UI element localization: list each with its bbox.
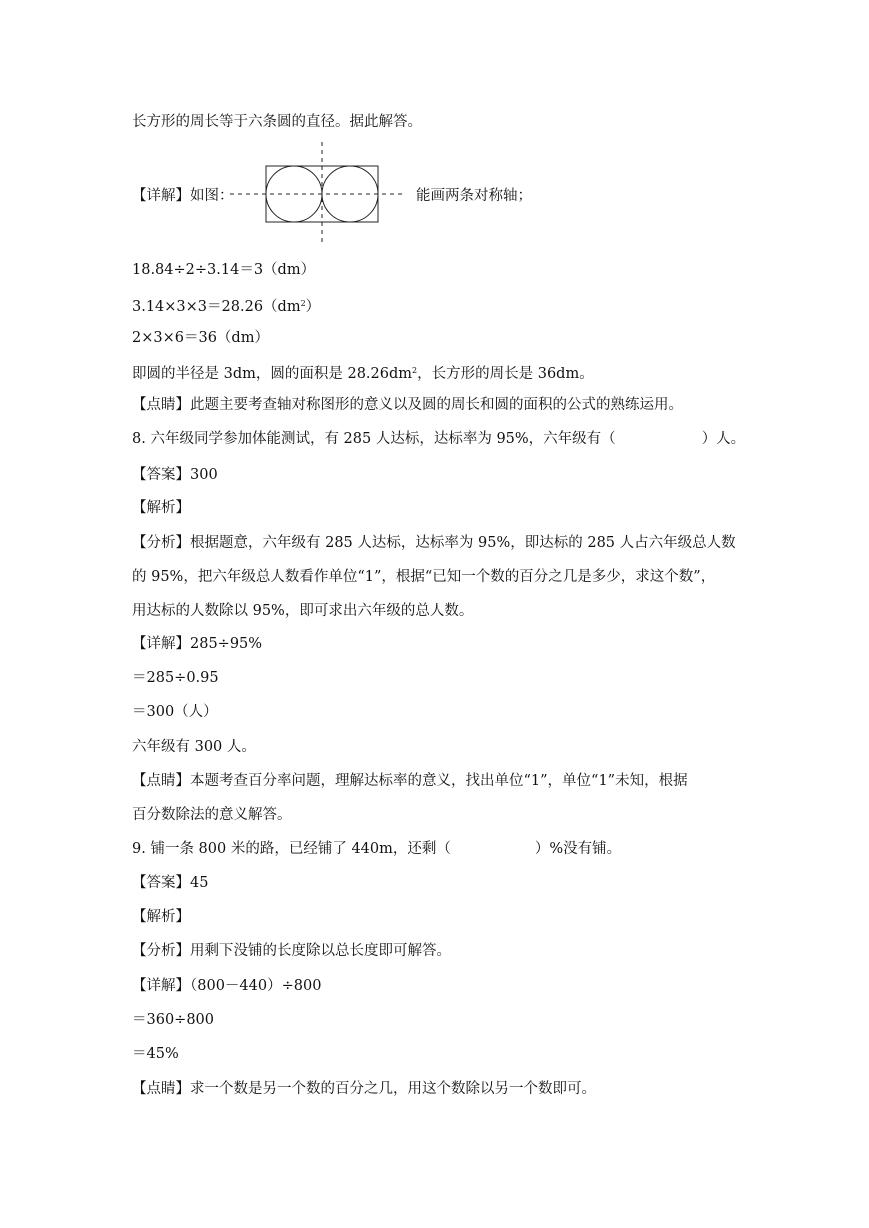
calc-line-1: 18.84÷2÷3.14＝3（dm） — [132, 262, 316, 278]
q8-analysis-line-2: 的 95%，把六年级总人数看作单位“1”，根据“已知一个数的百分之几是多少，求这个数”， — [132, 569, 716, 585]
calc-line-3: 2×3×6＝36（dm） — [132, 330, 269, 346]
q8-analysis-head: 【解析】 — [132, 500, 190, 516]
q7-comment: 【点睛】此题主要考查轴对称图形的意义以及圆的周长和圆的面积的公式的熟练运用。 — [132, 397, 683, 413]
symmetry-figure — [230, 142, 410, 246]
q8-detail-3: ＝300（人） — [132, 704, 218, 720]
q9-answer: 【答案】45 — [132, 875, 209, 891]
q9-detail-1: 【详解】（800－440）÷800 — [132, 978, 322, 994]
q9-analysis-head: 【解析】 — [132, 909, 190, 925]
q8-analysis-line-1: 【分析】根据题意，六年级有 285 人达标，达标率为 95%，即达标的 285 人占六年级总人数 — [132, 535, 736, 551]
figure-note: 能画两条对称轴； — [416, 188, 532, 204]
intro-line: 长方形的周长等于六条圆的直径。据此解答。 — [132, 114, 422, 130]
q9-detail-2: ＝360÷800 — [132, 1012, 215, 1028]
q8-comment-line-1: 【点睛】本题考查百分率问题，理解达标率的意义，找出单位“1”，单位“1”未知，根据 — [132, 773, 688, 789]
q8-analysis-line-3: 用达标的人数除以 95%，即可求出六年级的总人数。 — [132, 603, 474, 619]
q8-comment-line-2: 百分数除法的意义解答。 — [132, 807, 292, 823]
q8-detail-1: 【详解】285÷95% — [132, 636, 263, 652]
figure-label: 【详解】如图： — [132, 188, 234, 204]
q9-comment: 【点睛】求一个数是另一个数的百分之几，用这个数除以另一个数即可。 — [132, 1081, 596, 1097]
conclusion-line: 即圆的半径是 3dm，圆的面积是 $28.26dm^2$，长方形的周长是 36dm。 — [132, 366, 594, 382]
q8-detail-4: 六年级有 300 人。 — [132, 739, 256, 755]
q8-question: 8. 六年级同学参加体能测试，有 285 人达标，达标率为 95%，六年级有（ ）人。 — [132, 431, 746, 447]
q8-answer: 【答案】300 — [132, 467, 218, 483]
q9-analysis: 【分析】用剩下没铺的长度除以总长度即可解答。 — [132, 943, 451, 959]
calc-line-2: $3.14\times 3\times 3=28.26(dm^2)$ — [132, 299, 321, 315]
q9-question: 9. 铺一条 800 米的路，已经铺了 440m，还剩（ ）%没有铺。 — [132, 841, 622, 857]
q9-detail-3: ＝45% — [132, 1046, 179, 1062]
q8-detail-2: ＝285÷0.95 — [132, 670, 219, 686]
